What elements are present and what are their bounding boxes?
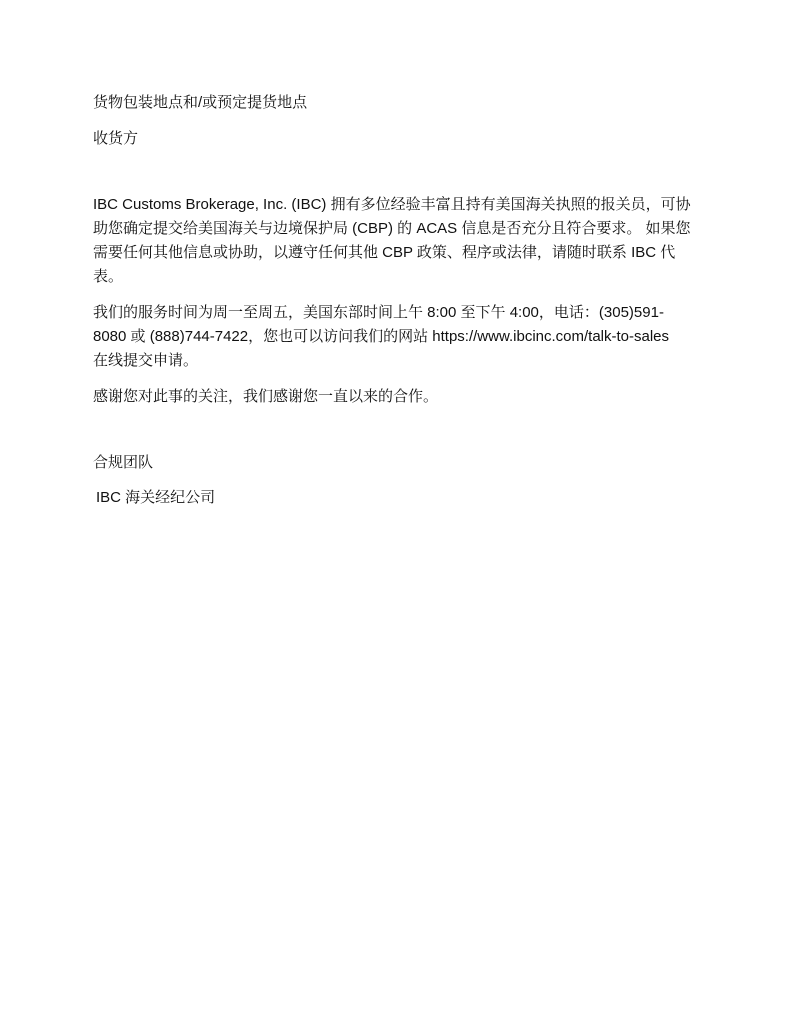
paragraph-line: 助您确定提交给美国海关与边境保护局 (CBP) 的 ACAS 信息是否充分且符合要求。 如果您 bbox=[93, 220, 691, 237]
paragraph-line: IBC Customs Brokerage, Inc. (IBC) 拥有多位经验丰富且持有美国海关执照的报关员，可协 bbox=[93, 196, 691, 213]
header-line-consignee: 收货方 bbox=[93, 130, 139, 147]
paragraph-line-with-website: 8080 或 (888)744-7422，您也可以访问我们的网站 https://www.ibcinc.com/talk-to-sales bbox=[93, 328, 670, 345]
header-line-cargo-location: 货物包装地点和/或预定提货地点 bbox=[93, 94, 308, 111]
signature-team: 合规团队 bbox=[93, 454, 154, 471]
paragraph-line: 需要任何其他信息或协助，以遵守任何其他 CBP 政策、程序或法律，请随时联系 IBC 代 bbox=[93, 244, 676, 261]
paragraph-line: 在线提交申请。 bbox=[93, 352, 199, 369]
signature-company: IBC 海关经纪公司 bbox=[96, 489, 216, 506]
paragraph-line: 感谢您对此事的关注，我们感谢您一直以来的合作。 bbox=[93, 388, 439, 405]
paragraph-line: 表。 bbox=[93, 268, 124, 285]
paragraph-line: 我们的服务时间为周一至周五，美国东部时间上午 8:00 至下午 4:00，电话：(305)591- bbox=[93, 304, 664, 321]
